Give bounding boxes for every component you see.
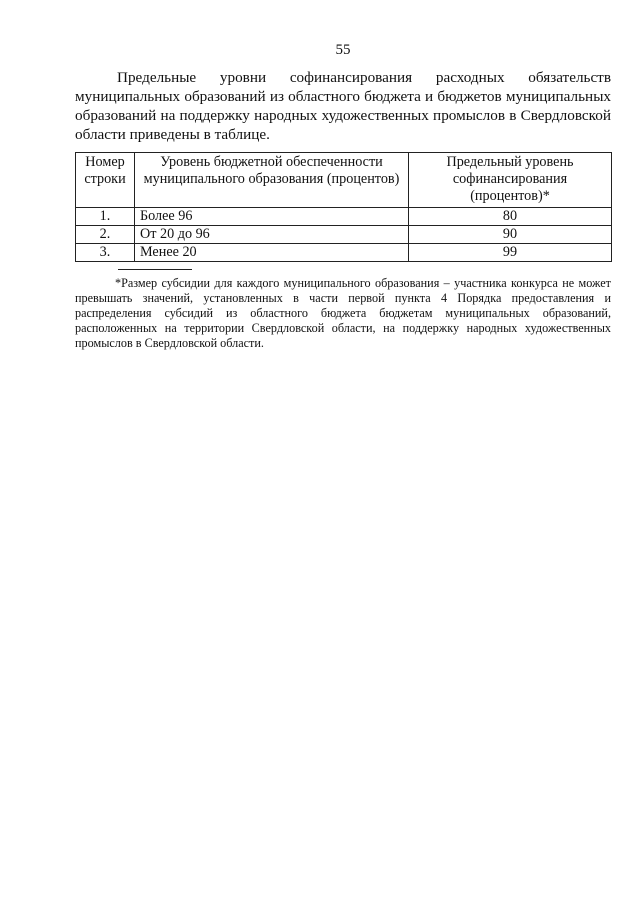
budget-level-cell: Более 96 [135, 208, 409, 226]
table-row [76, 226, 612, 244]
header-row-number: Номер строки [76, 153, 135, 208]
intro-paragraph: Предельные уровни софинансирования расходных обязательств муниципальных образований из областного бюджета и бюджетов муниципальных образований на поддержку народных художественных промыслов в Свердловской области приведены в таблице. [75, 69, 611, 143]
table-header-row [76, 153, 612, 208]
limit-value-cell: 99 [409, 244, 612, 262]
limit-value-cell: 80 [409, 208, 612, 226]
limit-value-cell: 90 [409, 226, 612, 244]
budget-level-cell: От 20 до 96 [135, 226, 409, 244]
header-limit-level: Предельный уровень софинансирования (процентов)* [409, 153, 612, 208]
budget-level-cell: Менее 20 [135, 244, 409, 262]
header-budget-level: Уровень бюджетной обеспеченности муниципального образования (процентов) [135, 153, 409, 208]
row-number-cell: 3. [76, 244, 135, 262]
table-row [76, 244, 612, 262]
footnote: *Размер субсидии для каждого муниципального образования – участника конкурса не может превышать значений, установленных в части первой пункта 4 Порядка предоставления и распределения субсидий из областного бюджета бюджетам муниципальных образований, расположенных на территории Свердловской области, на поддержку народных художественных промыслов в Свердловской области. [75, 276, 611, 350]
cofinancing-table [75, 152, 612, 262]
footnote-separator [118, 269, 192, 270]
page-number: 55 [335, 42, 351, 58]
row-number-cell: 2. [76, 226, 135, 244]
table-row [76, 208, 612, 226]
row-number-cell: 1. [76, 208, 135, 226]
